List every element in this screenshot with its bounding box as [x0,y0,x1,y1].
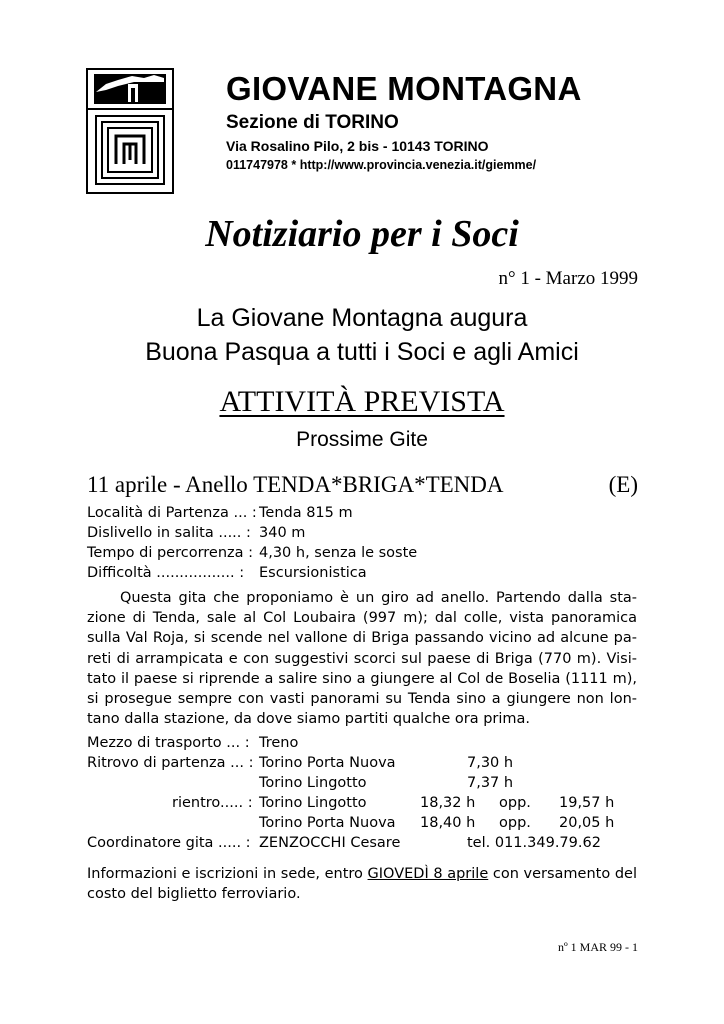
activity-heading [0,385,724,419]
greeting-line-2: Buona Pasqua a tutti i Soci e agli Amici [145,338,579,366]
logo-graphic [88,70,172,192]
return-row [87,813,637,833]
coordinator-row [87,833,637,853]
meeting-row [87,773,637,793]
return-opp: opp. [499,815,531,831]
return-opp: opp. [499,795,531,811]
trip-description: Questa gita che proponiamo è un giro ad anello. Partendo dalla sta-zione di Tenda, sale al Col Loubaira (997 m); dal colle, vista panoramica sulla Val Roja, si scende nel vallone di Briga passando vicino ad alcune pa-reti di arrampicata e con suggestivi scorci sul paese di Briga (770 m). Visi-tato il paese si riprende a salire sino a giungere al Col de Boselia (1111 m), si prosegue sempre con vasti panorami su Tenda sino a giungere non lon-tano dalla stazione, da dove siamo partiti qualche ora prima. [87,590,637,728]
return-time: 18,40 h [420,815,476,831]
detail-label: Tempo di percorrenza : [87,545,254,561]
meeting-place: Torino Porta Nuova [259,755,396,771]
meeting-row [87,753,637,773]
next-trips-heading: Prossime Gite [296,428,428,451]
registration-deadline: GIOVEDÌ 8 aprile [367,866,489,882]
info-text-before: Informazioni e iscrizioni in sede, entro [87,866,368,882]
association-logo [86,68,174,194]
detail-value: 340 m [259,525,306,541]
transport-label: Mezzo di trasporto ... : [87,735,250,751]
address: Via Rosalino Pilo, 2 bis - 10143 TORINO [226,138,489,154]
return-time: 18,32 h [420,795,476,811]
detail-value: Tenda 815 m [259,505,353,521]
newsletter-title: Notiziario per i Soci [205,213,519,255]
coordinator-phone: tel. 011.349.79.62 [467,835,601,851]
contacts: 011747978 * http://www.provincia.venezia.it/giemme/ [226,158,537,172]
return-alt-time: 19,57 h [559,795,615,811]
organization-name: GIOVANE MONTAGNA [226,70,582,107]
detail-value: Escursionistica [259,565,367,581]
registration-info [87,864,637,904]
trip-title: 11 aprile - Anello TENDA*BRIGA*TENDA [87,472,504,497]
meeting-label: Ritrovo di partenza ... : [87,755,254,771]
return-place: Torino Porta Nuova [259,815,396,831]
transport-value: Treno [259,735,299,751]
meeting-time: 7,37 h [467,775,514,791]
return-alt-time: 20,05 h [559,815,615,831]
section-name: Sezione di TORINO [226,112,399,133]
return-row [87,793,637,813]
transport-row [87,733,637,753]
page-footer: nº 1 MAR 99 - 1 [557,940,638,954]
coordinator-name: ZENZOCCHI Cesare [259,835,401,851]
activity-heading-text: ATTIVITÀ PREVISTA [219,385,505,418]
info-text-after: con versamento del costo del biglietto ferroviario. [87,866,637,903]
greeting-line-1: La Giovane Montagna augura [196,304,528,332]
return-place: Torino Lingotto [259,795,367,811]
trip-grade: (E) [608,472,638,497]
return-label: rientro..... : [172,795,253,811]
detail-label: Dislivello in salita ..... : [87,525,251,541]
detail-label: Difficoltà ................. : [87,565,245,581]
logo-monogram [116,136,144,164]
detail-value: 4,30 h, senza le soste [259,545,418,561]
coordinator-label: Coordinatore gita ..... : [87,835,251,851]
issue-number: n° 1 - Marzo 1999 [498,268,638,289]
detail-label: Località di Partenza ... : [87,505,257,521]
meeting-time: 7,30 h [467,755,514,771]
meeting-place: Torino Lingotto [259,775,367,791]
